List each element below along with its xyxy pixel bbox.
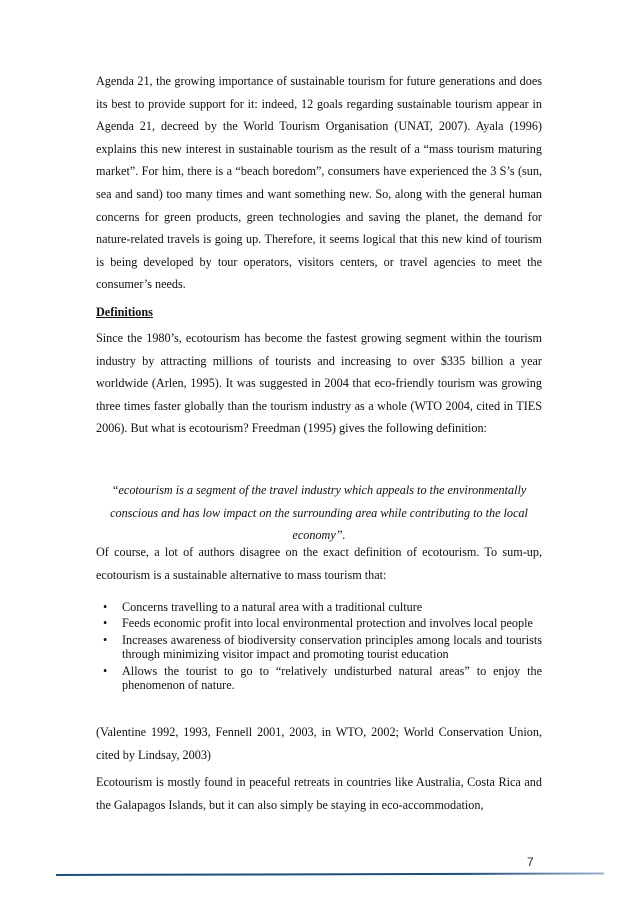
bullet-icon: •: [103, 663, 108, 678]
definitions-heading: Definitions: [96, 305, 153, 319]
list-item: • Increases awareness of biodiversity conservation principles among locals and tourists through minimizing visitor impact and promoting tourist education: [103, 632, 542, 662]
citation-paragraph: (Valentine 1992, 1993, Fennell 2001, 2003, in WTO, 2002; World Conservation Union, cited by Lindsay, 2003): [96, 725, 542, 762]
definitions-paragraph: Since the 1980’s, ecotourism has become the fastest growing segment within the tourism industry by attracting millions of tourists and increasing to over $335 billion a year worldwide (Arlen, 1995). It was suggested in 2004 that eco-friendly tourism was growing three times faster globally than the tourism industry as a whole (WTO 2004, cited in TIES 2006). But what is ecotourism? Freedman (1995) gives the following definition:: [96, 331, 542, 436]
bullet-icon: •: [103, 632, 108, 647]
definition-quote: “ecotourism is a segment of the travel industry which appeals to the environmentally conscious and has low impact on the surrounding area while contributing to the local economy”.: [110, 483, 528, 543]
list-item: • Feeds economic profit into local environmental protection and involves local people: [103, 616, 533, 631]
closing-paragraph: Ecotourism is mostly found in peaceful retreats in countries like Australia, Costa Rica and the Galapagos Islands, but it can also simply be staying in eco-accommodation,: [96, 775, 542, 812]
page-number: 7: [527, 855, 534, 869]
footer-rule: [56, 872, 604, 878]
list-item: • Concerns travelling to a natural area with a traditional culture: [103, 600, 423, 614]
ecotourism-criteria-list: [96, 600, 542, 694]
footer-rule-shape: [56, 873, 604, 877]
bullet-icon: •: [103, 600, 108, 614]
list-item: • Allows the tourist to go to “relatively undisturbed natural areas” to enjoy the phenomenon of nature.: [103, 663, 542, 693]
intro-paragraph: Agenda 21, the growing importance of sustainable tourism for future generations and does its best to provide support for it: indeed, 12 goals regarding sustainable tourism appear in Agenda 21, decreed by the World Tourism Organisation (UNAT, 2007). Ayala (1996) explains this new interest in sustainable tourism as the result of a “mass tourism maturing market”. For him, there is a “beach boredom”, consumers have experienced the 3 S’s (sun, sea and sand) too many times and want something new. So, along with the general human concerns for green products, green technologies and saving the planet, the demand for nature-related travels is going up. Therefore, it seems logical that this new kind of tourism is being developed by tour operators, visitors centers, or travel agencies to meet the consumer’s needs.: [96, 74, 542, 292]
bullet-icon: •: [103, 616, 108, 631]
summary-paragraph: Of course, a lot of authors disagree on the exact definition of ecotourism. To sum-up, ecotourism is a sustainable alternative to mass tourism that:: [96, 545, 542, 582]
